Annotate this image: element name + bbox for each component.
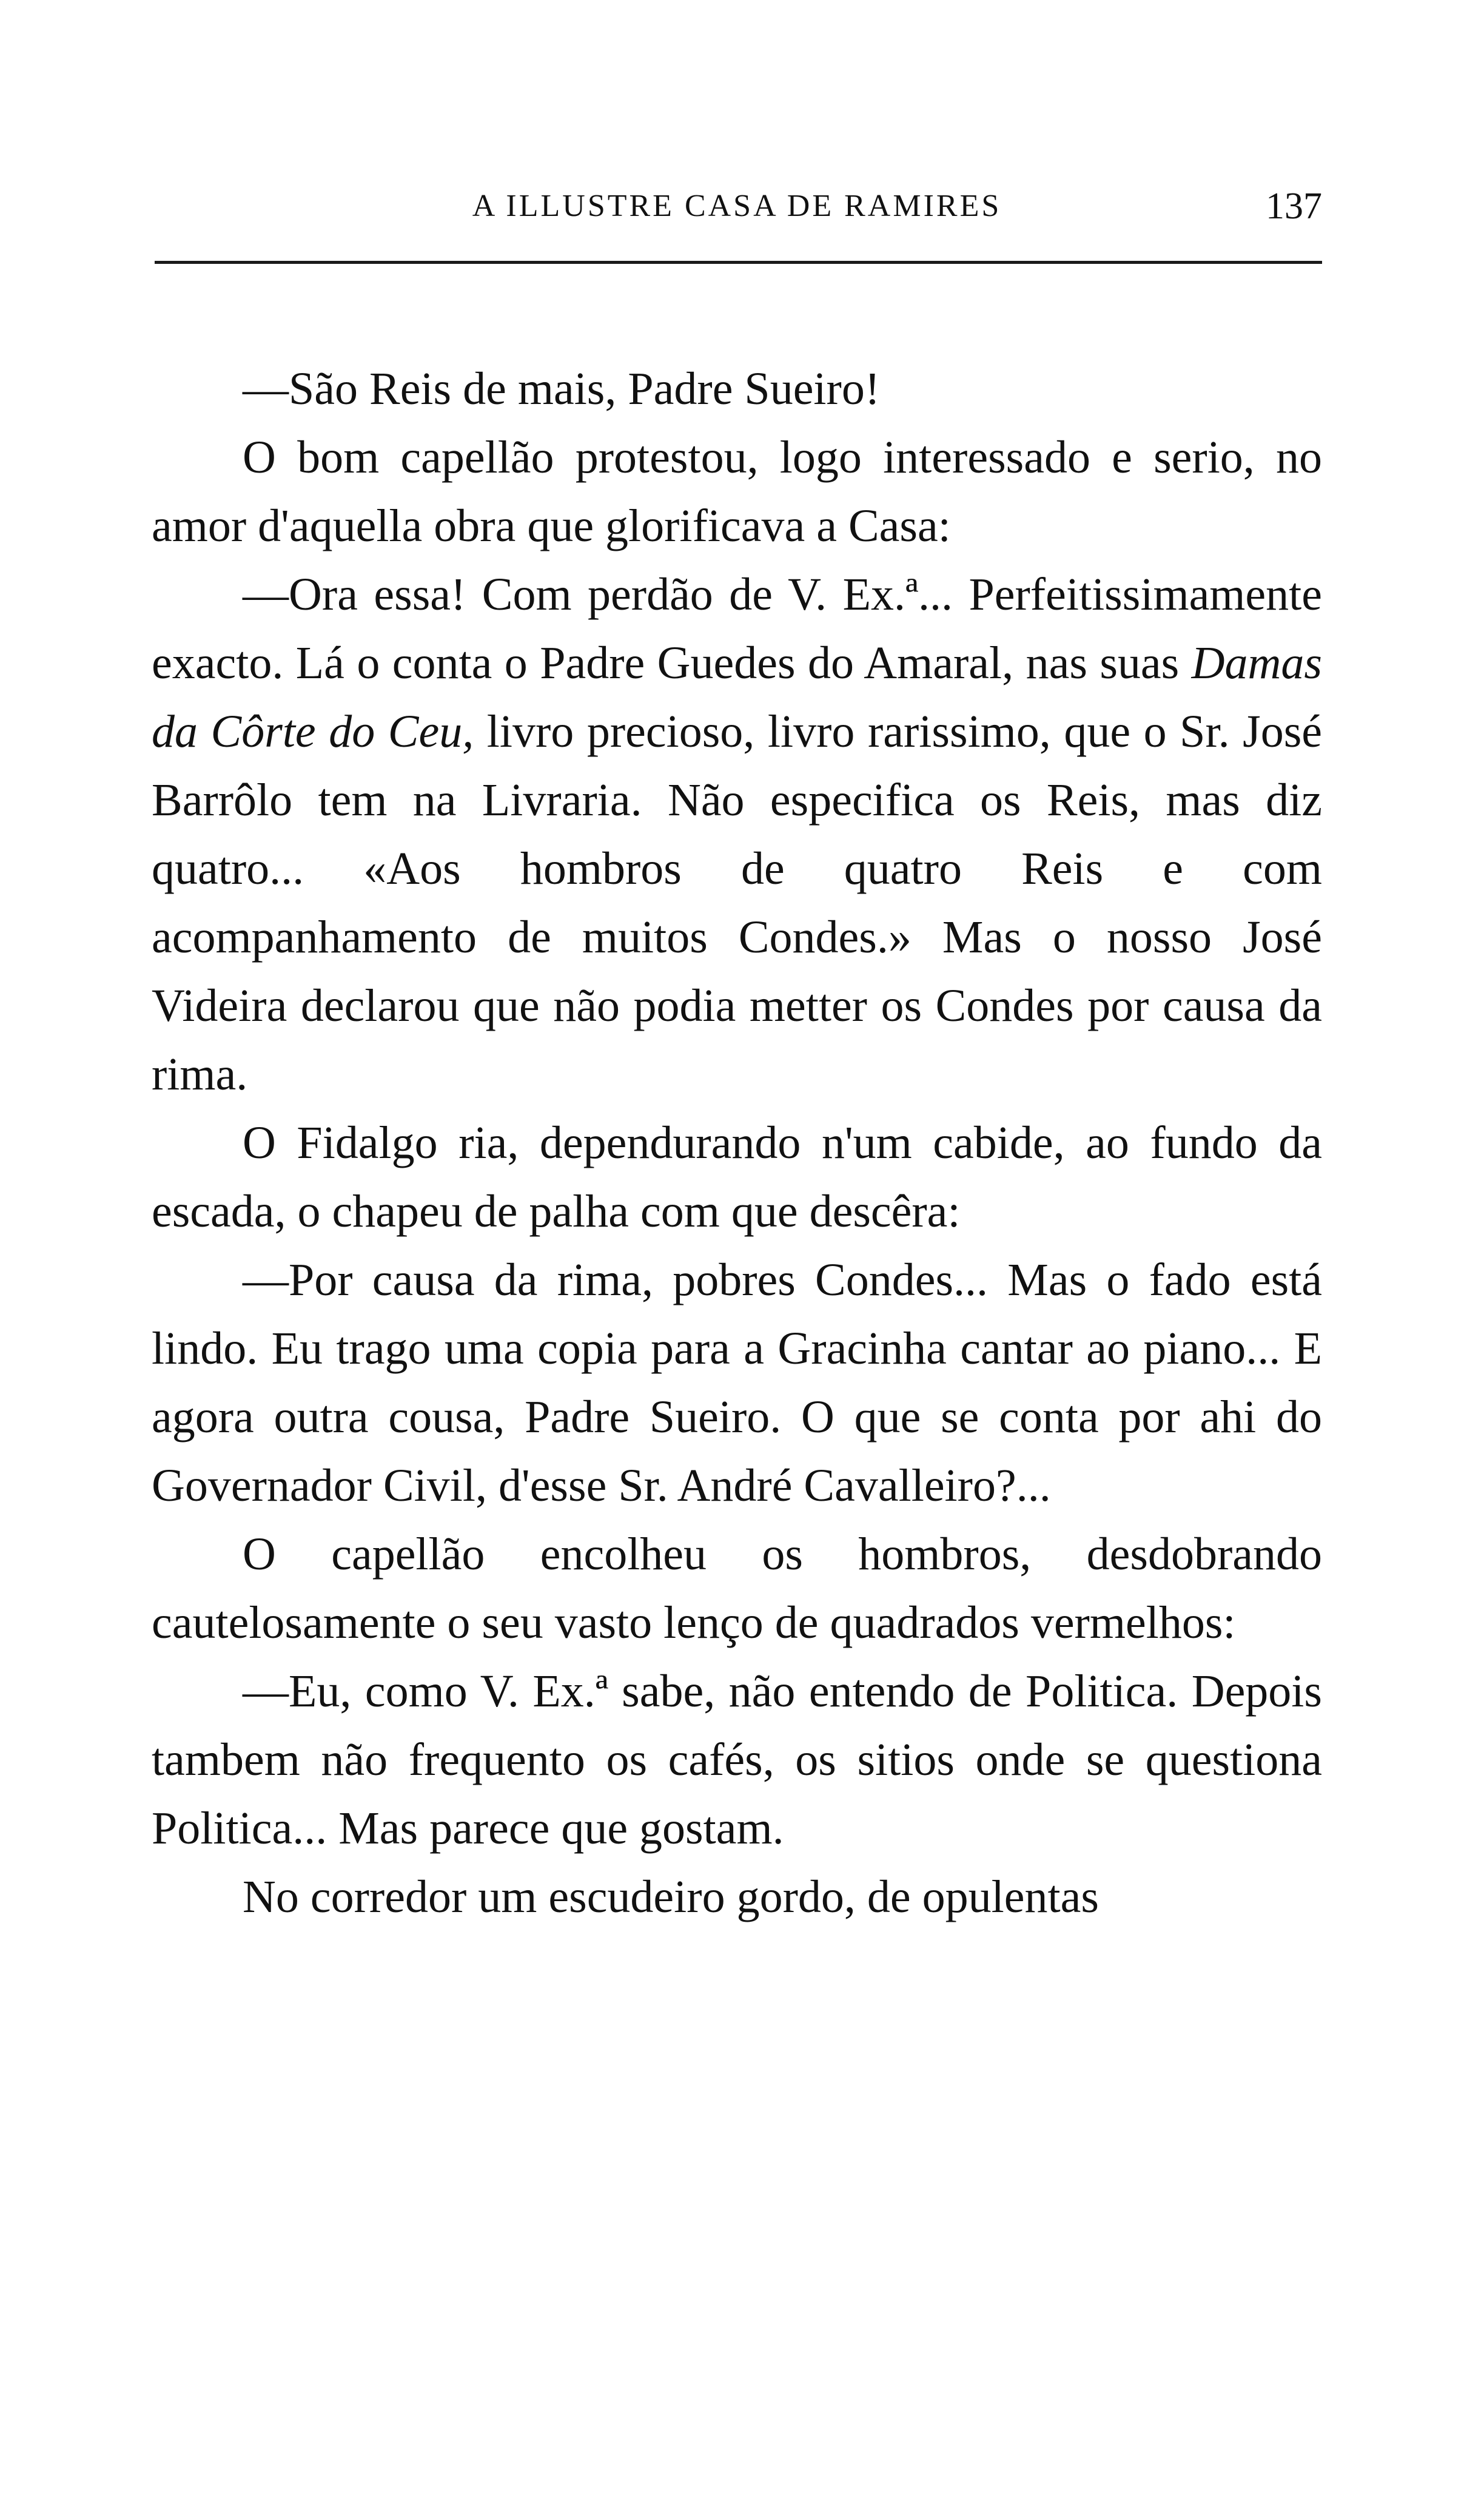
page-number: 137 — [1266, 186, 1322, 227]
running-header — [152, 182, 1322, 231]
body-text — [152, 355, 1322, 1931]
paragraph — [152, 561, 1322, 1109]
header-rule — [155, 261, 1322, 264]
paragraph: —Eu, como V. Ex.ª sabe, não entendo de Politica. Depois tambem não frequento os cafés, os sitios onde se questiona Politica... Mas parece que gostam. — [152, 1666, 1322, 1854]
paragraph: No corredor um escudeiro gordo, de opulentas — [243, 1871, 1099, 1922]
paragraph-text: livro precioso, livro rarissimo, que o Sr. José Barrôlo tem na Livraria. Não especifica os Reis, mas diz quatro... «Aos hombros de quatro Reis e com acompanhamento de muitos Condes.» Mas o nosso José Videira declarou que não podia metter os Condes por causa da rima. — [152, 706, 1323, 1100]
book-title-italic: Damas da Côrte do Ceu, — [152, 638, 1322, 757]
paragraph: O capellão encolheu os hombros, desdobrando cautelosamente o seu vasto lenço de quadrados vermelhos: — [152, 1529, 1322, 1648]
running-title: A ILLUSTRE CASA DE RAMIRES — [472, 189, 1002, 223]
paragraph: O Fidalgo ria, dependurando n'um cabide, ao fundo da escada, o chapeu de palha com que descêra: — [152, 1117, 1322, 1237]
paragraph-text: —Ora essa! Com perdão de V. Ex.ª... Perfeitissimamente exacto. Lá o conta o Padre Guedes do Amaral, nas suas — [152, 569, 1322, 689]
paragraph: —São Reis de mais, Padre Sueiro! — [243, 363, 881, 414]
paragraph: —Por causa da rima, pobres Condes... Mas o fado está lindo. Eu trago uma copia para a Gracinha cantar ao piano... E agora outra cousa, Padre Sueiro. O que se conta por ahi do Governador Civil, d'esse Sr. André Cavalleiro?... — [152, 1254, 1322, 1511]
paragraph: O bom capellão protestou, logo interessado e serio, no amor d'aquella obra que glorificava a Casa: — [152, 432, 1322, 551]
